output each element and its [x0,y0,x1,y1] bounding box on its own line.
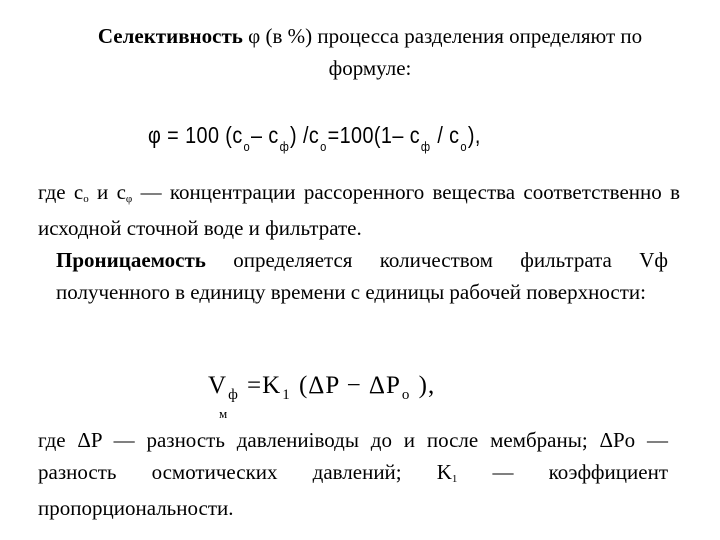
formula2-part: V [208,372,228,399]
formula2-part: =K [239,372,282,399]
formula2-part: (ΔP − ΔP [291,372,401,399]
pressure-definition [38,424,668,524]
permeability-formula [208,372,436,403]
permeability-term: Проницаемость [56,248,206,272]
formula1-subscript: ф [420,139,431,154]
permeability-text: определяется количеством фильтрата Vф полученного в единицу времени с единицы рабочей поверхности: [56,248,668,304]
where1-text: где c [38,180,84,204]
concentration-definition [38,176,680,244]
selectivity-term: Селективность [97,24,243,48]
where1-subscript: φ [125,193,133,205]
formula2-fragment: м [219,406,228,421]
where2-text: где ΔP — разность давлениiводы до и после мембраны; ΔPo — разность осмотических давлений; K [38,428,668,484]
selectivity-formula [148,122,481,154]
formula1-subscript: o [320,139,327,154]
formula1-subscript: o [243,139,251,154]
formula2-subscript: ф [228,387,239,403]
where1-subscript: o [83,193,89,205]
where2-text: — коэффициент пропорциональности. [38,460,668,520]
formula1-subscript: ф [279,139,290,154]
where2-subscript: 1 [451,473,458,485]
selectivity-heading-text: φ (в %) процесса разделения определяют по [242,24,643,48]
formula1-part: φ = 100 (c [148,122,243,148]
formula2-part: ), [411,372,436,399]
formula1-part: ), [467,122,481,148]
selectivity-heading-text-line2: формуле: [328,56,412,80]
formula1-subscript: o [460,139,468,154]
where1-text: и c [88,180,126,204]
formula1-part: / c [431,122,460,148]
permeability-definition [56,244,668,308]
formula1-part: – c [251,122,279,148]
formula1-part: =100(1– c [327,122,421,148]
formula2-subscript: 1 [282,387,291,403]
formula1-part: ) /c [290,122,320,148]
formula2-subscript: o [401,387,411,403]
where1-text: — концентрации рассоренного вещества соответственно в исходной сточной воде и фильтрате. [38,180,680,240]
selectivity-heading [40,20,700,84]
